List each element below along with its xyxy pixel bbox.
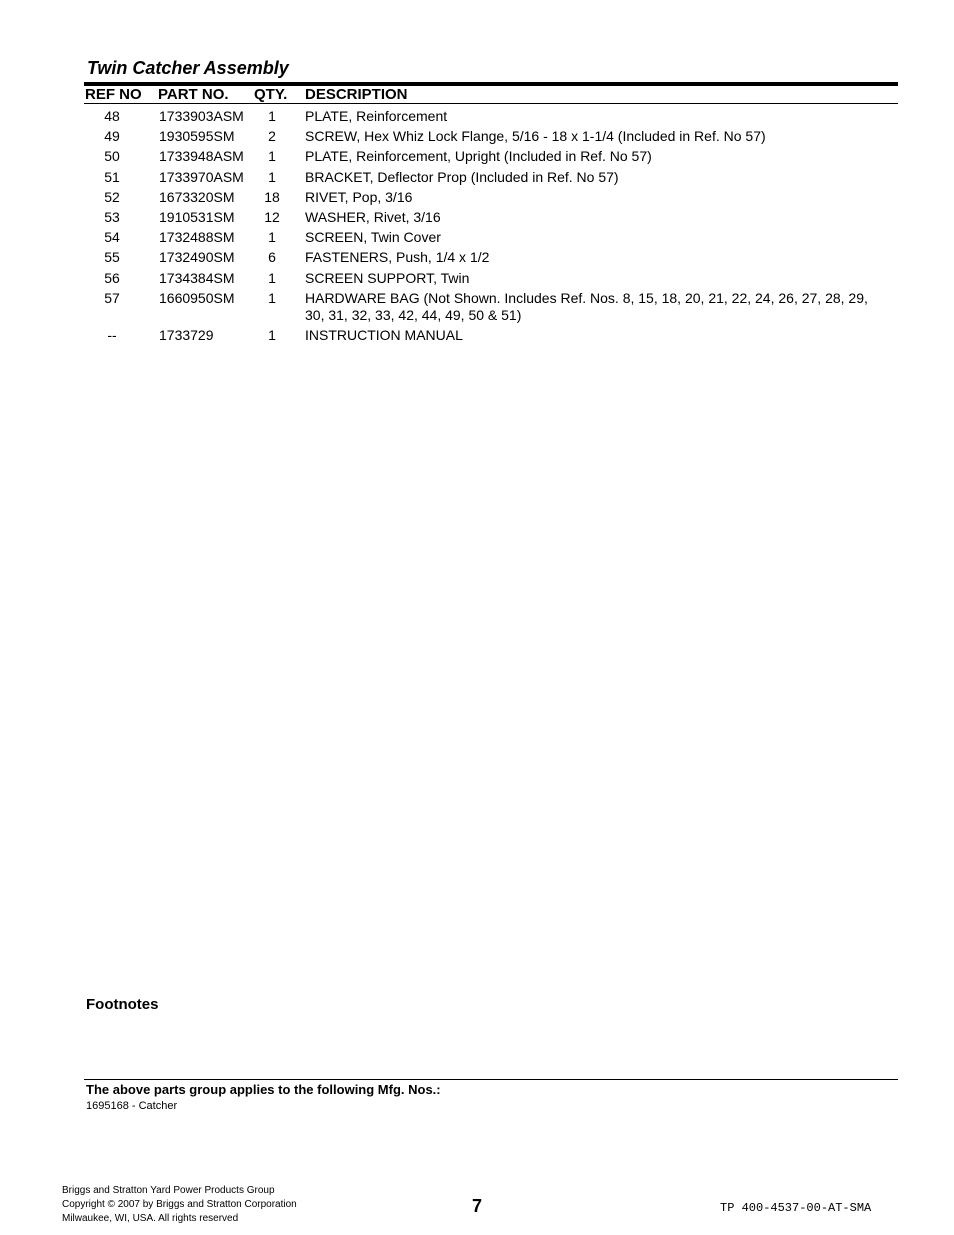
part-no: 1732490SM xyxy=(159,249,235,265)
ref-no: 49 xyxy=(104,128,120,144)
description: RIVET, Pop, 3/16 xyxy=(305,189,413,205)
company-line: Briggs and Stratton Yard Power Products Group xyxy=(62,1185,275,1196)
qty: 2 xyxy=(268,128,276,144)
qty: 18 xyxy=(264,189,280,205)
ref-no: 55 xyxy=(104,249,120,265)
ref-no: 57 xyxy=(104,290,120,306)
part-no: 1733729 xyxy=(159,327,214,343)
part-no: 1733948ASM xyxy=(159,148,244,164)
description: SCREEN SUPPORT, Twin xyxy=(305,270,470,286)
description: FASTENERS, Push, 1/4 x 1/2 xyxy=(305,249,490,265)
ref-no: 52 xyxy=(104,189,120,205)
qty: 1 xyxy=(268,169,276,185)
description: WASHER, Rivet, 3/16 xyxy=(305,209,441,225)
qty: 6 xyxy=(268,249,276,265)
ref-no: 51 xyxy=(104,169,120,185)
page-number: 7 xyxy=(472,1196,483,1216)
ref-no: -- xyxy=(107,327,117,343)
description: PLATE, Reinforcement xyxy=(305,108,448,124)
ref-no: 56 xyxy=(104,270,120,286)
ref-no: 48 xyxy=(104,108,120,124)
document-code: TP 400-4537-00-AT-SMA xyxy=(720,1201,872,1215)
description xyxy=(305,290,885,324)
qty: 1 xyxy=(268,229,276,245)
company-info xyxy=(62,1184,297,1226)
ref-no: 53 xyxy=(104,209,120,225)
header-description: DESCRIPTION xyxy=(305,86,408,103)
mfg-divider xyxy=(84,1079,898,1080)
header-ref-no: REF NO xyxy=(85,86,142,103)
page-title: Twin Catcher Assembly xyxy=(87,58,289,78)
header-divider xyxy=(84,103,898,104)
footnotes-heading: Footnotes xyxy=(86,996,159,1013)
header-part-no: PART NO. xyxy=(158,86,229,103)
part-no: 1660950SM xyxy=(159,290,235,306)
qty: 1 xyxy=(268,108,276,124)
description: INSTRUCTION MANUAL xyxy=(305,327,463,343)
header-qty: QTY. xyxy=(254,86,288,103)
description-line: 30, 31, 32, 33, 42, 44, 49, 50 & 51) xyxy=(305,307,522,323)
mfg-item: 1695168 - Catcher xyxy=(86,1100,178,1112)
description-line: HARDWARE BAG (Not Shown. Includes Ref. Nos. 8, 15, 18, 20, 21, 22, 24, 26, 27, 28, 29, xyxy=(305,290,868,306)
part-no: 1732488SM xyxy=(159,229,235,245)
part-no: 1733903ASM xyxy=(159,108,244,124)
copyright-line: Copyright © 2007 by Briggs and Stratton Corporation xyxy=(62,1199,297,1210)
ref-no: 50 xyxy=(104,148,120,164)
qty: 1 xyxy=(268,270,276,286)
qty: 1 xyxy=(268,327,276,343)
part-no: 1734384SM xyxy=(159,270,235,286)
part-no: 1910531SM xyxy=(159,209,235,225)
location-line: Milwaukee, WI, USA. All rights reserved xyxy=(62,1213,239,1224)
qty: 1 xyxy=(268,290,276,306)
description: PLATE, Reinforcement, Upright (Included in Ref. No 57) xyxy=(305,148,652,164)
part-no: 1673320SM xyxy=(159,189,235,205)
description: SCREEN, Twin Cover xyxy=(305,229,441,245)
mfg-heading: The above parts group applies to the following Mfg. Nos.: xyxy=(86,1082,441,1097)
description: SCREW, Hex Whiz Lock Flange, 5/16 - 18 x 1-1/4 (Included in Ref. No 57) xyxy=(305,128,766,144)
description: BRACKET, Deflector Prop (Included in Ref. No 57) xyxy=(305,169,619,185)
qty: 12 xyxy=(264,209,280,225)
ref-no: 54 xyxy=(104,229,120,245)
qty: 1 xyxy=(268,148,276,164)
part-no: 1733970ASM xyxy=(159,169,244,185)
part-no: 1930595SM xyxy=(159,128,235,144)
